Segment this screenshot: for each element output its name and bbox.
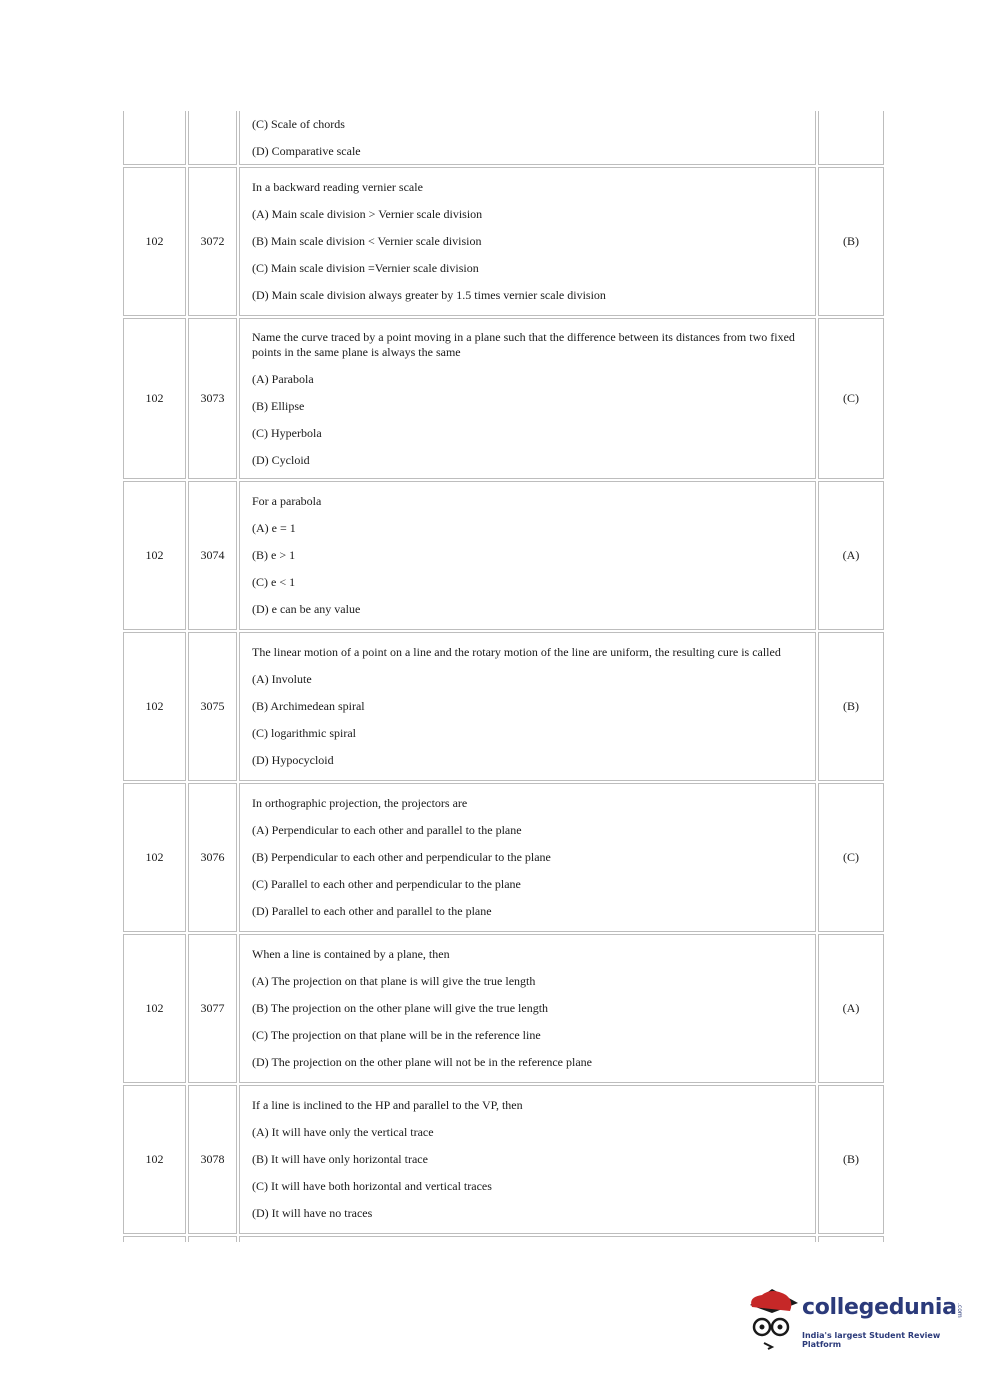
question-cell	[239, 481, 816, 630]
subject-cell: 102	[123, 632, 186, 781]
option-text: (C) Parallel to each other and perpendicular to the plane	[252, 877, 521, 891]
option-text: (B) Archimedean spiral	[252, 699, 365, 713]
question-number-cell: 3076	[188, 783, 237, 932]
question-cell	[239, 632, 816, 781]
option-text: (A) It will have only the vertical trace	[252, 1125, 434, 1139]
option-text: (D) The projection on the other plane will not be in the reference plane	[252, 1055, 592, 1069]
option-text: (B) The projection on the other plane will give the true length	[252, 1001, 549, 1015]
option-text: (D) Comparative scale	[252, 143, 361, 158]
question-number-cell: 3077	[188, 934, 237, 1083]
answer-cell	[818, 111, 884, 165]
table-row	[122, 317, 885, 480]
question-number-cell: 3075	[188, 632, 237, 781]
option-text: (A) The projection on that plane is will give the true length	[252, 974, 536, 988]
option-text: (A) Perpendicular to each other and parallel to the plane	[252, 823, 522, 837]
answer-cell: (B)	[818, 167, 884, 316]
subject-cell: 102	[123, 1085, 186, 1234]
subject-cell: 102	[123, 934, 186, 1083]
mascot-icon	[742, 1283, 802, 1353]
question-cell	[239, 783, 816, 932]
option-text: (D) Parallel to each other and parallel to the plane	[252, 904, 492, 918]
question-text: When a line is contained by a plane, then	[252, 947, 450, 961]
option-text: (C) Main scale division =Vernier scale division	[252, 261, 479, 275]
option-text: (B) It will have only horizontal trace	[252, 1152, 428, 1166]
option-text: (D) Main scale division always greater by 1.5 times vernier scale division	[252, 288, 606, 302]
question-text: If a line is inclined to the HP and parallel to the VP, then	[252, 1098, 523, 1112]
question-text: The linear motion of a point on a line and the rotary motion of the line are uniform, the resulting cure is called	[252, 645, 781, 659]
subject-cell: 102	[123, 167, 186, 316]
option-text: (A) Involute	[252, 672, 312, 686]
option-text: (B) Ellipse	[252, 398, 305, 413]
question-cell	[239, 111, 816, 165]
question-cell	[239, 1236, 816, 1242]
table-row	[122, 1084, 885, 1235]
question-cell	[239, 934, 816, 1083]
question-number-cell: 3074	[188, 481, 237, 630]
subject-cell	[123, 1236, 186, 1242]
option-text: (C) The projection on that plane will be in the reference line	[252, 1028, 541, 1042]
option-text: (A) Parabola	[252, 371, 314, 386]
question-number-cell: 3078	[188, 1085, 237, 1234]
subject-cell: 102	[123, 318, 186, 479]
question-text: For a parabola	[252, 494, 322, 508]
logo-tagline: India's largest Student Review Platform	[802, 1331, 941, 1349]
question-cell	[239, 1085, 816, 1234]
option-text: (A) Main scale division > Vernier scale division	[252, 207, 483, 221]
question-cell	[239, 167, 816, 316]
logo-suffix: .com	[956, 1303, 963, 1318]
table-row	[122, 631, 885, 782]
option-text: (C) It will have both horizontal and vertical traces	[252, 1179, 492, 1193]
question-number-cell	[188, 1236, 237, 1242]
option-text: (D) e can be any value	[252, 602, 361, 616]
answer-cell: (C)	[818, 318, 884, 479]
question-text: Name the curve traced by a point moving in a plane such that the difference between its distances from two fixed points in the same plane is always the same	[252, 329, 795, 359]
option-text: (C) logarithmic spiral	[252, 726, 356, 740]
logo-name: collegedunia	[802, 1295, 957, 1320]
option-text: (C) Scale of chords	[252, 116, 345, 131]
option-text: (D) Cycloid	[252, 452, 310, 467]
question-text: In orthographic projection, the projectors are	[252, 796, 468, 810]
answer-cell: (A)	[818, 934, 884, 1083]
answer-cell	[818, 1236, 884, 1242]
question-number-cell: 3073	[188, 318, 237, 479]
answer-cell: (A)	[818, 481, 884, 630]
option-text: (D) Hypocycloid	[252, 753, 334, 767]
subject-cell	[123, 111, 186, 165]
option-text: (D) It will have no traces	[252, 1206, 373, 1220]
table-row	[122, 166, 885, 317]
subject-cell: 102	[123, 783, 186, 932]
table-row	[122, 480, 885, 631]
collegedunia-logo	[742, 1283, 972, 1353]
table-row	[122, 933, 885, 1084]
option-text: (A) e = 1	[252, 521, 296, 535]
option-text: (B) e > 1	[252, 548, 296, 562]
question-text: In a backward reading vernier scale	[252, 180, 423, 194]
table-row-partial	[122, 110, 885, 166]
answer-cell: (C)	[818, 783, 884, 932]
questions-table	[122, 110, 885, 1243]
option-text: (C) e < 1	[252, 575, 296, 589]
option-text: (C) Hyperbola	[252, 425, 322, 440]
answer-cell: (B)	[818, 632, 884, 781]
question-cell	[239, 318, 816, 479]
question-number-cell	[188, 111, 237, 165]
subject-cell: 102	[123, 481, 186, 630]
table-row-stub	[122, 1235, 885, 1243]
option-text: (B) Main scale division < Vernier scale division	[252, 234, 482, 248]
option-text: (B) Perpendicular to each other and perpendicular to the plane	[252, 850, 551, 864]
answer-cell: (B)	[818, 1085, 884, 1234]
table-row	[122, 782, 885, 933]
question-number-cell: 3072	[188, 167, 237, 316]
